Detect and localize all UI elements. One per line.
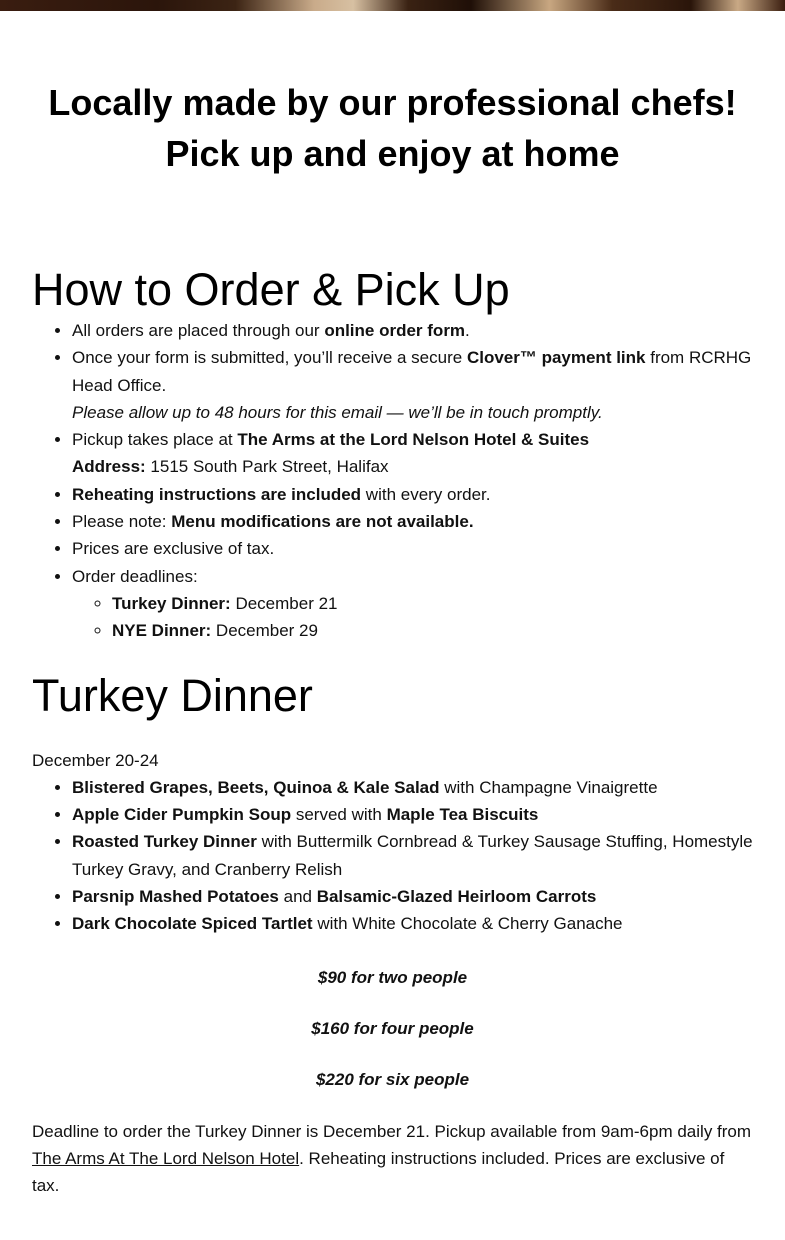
price-list [32,964,753,1094]
turkey-section-title: Turkey Dinner [32,669,313,721]
menu-item: • Roasted Turkey Dinner with Buttermilk Cornbread & Turkey Sausage Stuffing, Homestyle Turkey Gravy, and Cranberry Relish [72,828,753,883]
menu-item: • Dark Chocolate Spiced Tartlet with White Chocolate & Cherry Ganache [72,910,753,937]
menu-item: • Blistered Grapes, Beets, Quinoa & Kale Salad with Champagne Vinaigrette [72,774,753,801]
order-instructions-list [32,317,753,645]
turkey-menu-list [32,774,753,938]
turkey-dates: December 20-24 [32,750,159,770]
list-item: • Order deadlines: ◦ Turkey Dinner: December 21 ◦ NYE Dinner: December 29 [72,563,753,645]
deadlines-list [72,590,753,645]
online-order-form-text: online order form [324,321,466,340]
deadline-item: ◦ Turkey Dinner: December 21 [112,590,753,617]
list-item: • Once your form is submitted, you’ll receive a secure Clover™ payment link from RCRHG Head Office. Please allow up to 48 hours for this email — we’ll be in touch promptly. [72,344,753,426]
pickup-location: The Arms at the Lord Nelson Hotel & Suites [237,430,590,450]
price-two-people: $90 for two people [317,967,468,987]
turkey-deadline-paragraph: Deadline to order the Turkey Dinner is December 21. Pickup available from 9am-6pm daily from The Arms At The Lord Nelson Hotel. Reheating instructions included. Prices are exclusive of tax. [32,1121,752,1196]
order-section-title: How to Order & Pick Up [32,264,510,315]
headline-line-1: Locally made by our professional chefs! [48,82,737,123]
list-item: • Reheating instructions are included with every order. [72,481,753,508]
deadline-item: ◦ NYE Dinner: December 29 [112,617,753,644]
lord-nelson-hotel-link[interactable]: The Arms At The Lord Nelson Hotel [32,1148,300,1168]
list-item: • All orders are placed through our online order form. [72,317,753,344]
address-label: Address: [72,457,146,477]
price-four-people: $160 for four people [311,1018,474,1038]
headline-line-2: Pick up and enjoy at home [165,133,620,174]
menu-item: • Apple Cider Pumpkin Soup served with Maple Tea Biscuits [72,801,753,828]
page-headline [0,77,785,179]
list-item: • Pickup takes place at The Arms at the Lord Nelson Hotel & Suites Address: 1515 South Park Street, Halifax [72,426,753,481]
list-item: • Prices are exclusive of tax. [72,535,753,562]
email-note: Please allow up to 48 hours for this email — we’ll be in touch promptly. [72,402,603,422]
address-value: 1515 South Park Street, Halifax [145,457,389,477]
list-item: • Please note: Menu modifications are not available. [72,508,753,535]
menu-item: • Parsnip Mashed Potatoes and Balsamic-Glazed Heirloom Carrots [72,883,753,910]
price-six-people: $220 for six people [315,1070,470,1090]
hero-image-strip [0,0,785,11]
